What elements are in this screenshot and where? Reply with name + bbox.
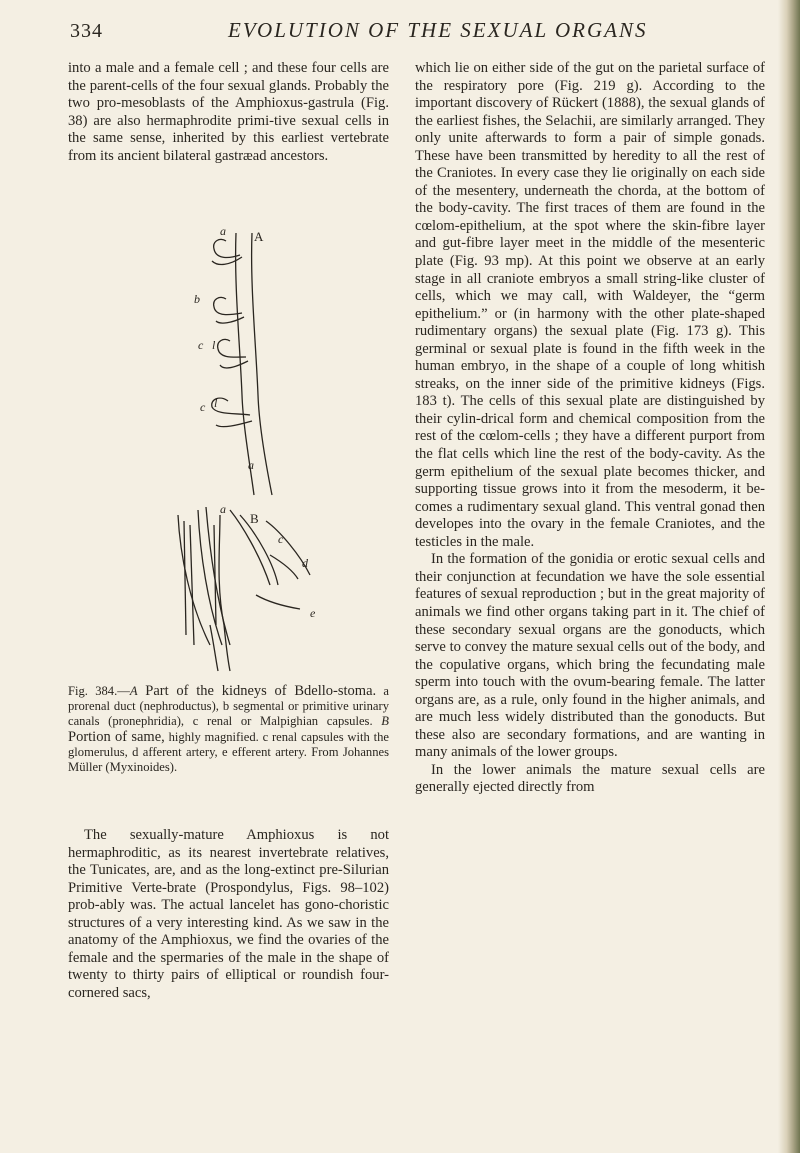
label-b: b bbox=[194, 292, 200, 306]
caption-part-b-text: highly magnified. c renal capsules with the glomerulus, d afferent artery, e efferent artery. From Johannes Müller (Myxinoides). bbox=[68, 729, 389, 775]
label-a: a bbox=[220, 225, 226, 238]
page-header bbox=[0, 18, 800, 48]
panel-b-label: B bbox=[250, 511, 259, 526]
panel-a-label: A bbox=[254, 229, 264, 244]
label-a3: a bbox=[220, 502, 226, 516]
page-number: 334 bbox=[70, 20, 103, 42]
label-c2: c bbox=[200, 400, 206, 414]
running-title: EVOLUTION OF THE SEXUAL ORGANS bbox=[228, 18, 648, 42]
caption-part-a-title: Part of the kidneys of Bdello-stoma. bbox=[137, 683, 377, 699]
label-l2: l bbox=[214, 396, 218, 410]
left-column-top bbox=[68, 60, 389, 165]
paragraph-text: The sexually-mature Amphioxus is not hermaphroditic, as its nearest invertebrate relatives, the Tunicates, are, and as the long-extinct pre-Silurian Primitive Verte-brate (Prospondylus, Figs. 98–102) prob-ably was. The actual lancelet has gono-choristic structures of a very interesting kind. As we saw in the anatomy of the Amphioxus, we find the ovaries of the female and the spermaries of the male in the shape of twenty to thirty pairs of elliptical or roundish four-cornered sacs, bbox=[68, 827, 389, 1001]
caption-part-a-letter: A bbox=[129, 684, 138, 698]
label-c: c bbox=[198, 338, 204, 352]
kidney-illustration bbox=[170, 225, 340, 673]
label-a2: a bbox=[248, 458, 254, 472]
left-column-bottom bbox=[68, 827, 389, 1002]
paragraph-text: which lie on either side of the gut on the parietal surface of the respiratory pore (Fig. 219 g). According to the important discovery of Rückert (1888), the sexual glands of the earliest fishes, the Selachii, are similarly arranged. They only unite afterwards to form a pair of simple gonads. These have been transmitted by heredity to all the rest of the Craniotes. In every case they lie originally on each side of the mesentery, underneath the chorda, at the bottom of the body-cavity. The first traces of them are found in the cœlom-epithelium, at the spot where the skin-fibre layer and gut-fibre layer meet in the middle of the mesenteric plate (Fig. 93 mp). At this point we observe at an early stage in all craniote embryos a small string-like cluster of cells, which we may call, with Waldeyer, the “germ epithelium.” or (in harmony with the other plate-shaped rudimentary organs) the sexual plate (Fig. 173 g). This germinal or sexual plate is found in the fifth week in the human embryo, in the shape of a couple of long whitish streaks, on the inner side of the primitive kidneys (Figs. 183 t). The cells of this sexual plate are distinguished by their cylin-drical form and chemical composition from the rest of the cœlom-cells ; they have a different purport from the flat cells which line the rest of the body-cavity. As the germ epithelium of the sexual plate becomes thicker, and supporting tissue grows into it from the mesoderm, it be-comes a rudimentary sexual gland. This ventral gonad then developes into the ovary in the female Craniotes, and the testicles in the male. bbox=[415, 60, 765, 550]
page-edge-shadow bbox=[778, 0, 800, 1153]
label-l: l bbox=[212, 338, 216, 352]
label-d: d bbox=[302, 556, 308, 570]
caption-part-a-text: a prorenal duct (nephroductus), b segmental or primitive urinary canals (pronephridia), c renal or Malpighian capsules. bbox=[68, 684, 389, 729]
label-e: e bbox=[310, 606, 316, 620]
paragraph-text: In the formation of the gonidia or erotic sexual cells and their conjunction at fecundation we have the sole essential features of sexual reproduction ; but in the great majority of animals we find other organs taking part in it. The chief of these secondary sexual organs are the gonoducts, which serve to convey the mature sexual cells out of the body, and the copulative organs, which bring the fecundating male sperm into touch with the ovum-bearing female. The latter organs are, as a rule, only found in the higher animals, and are much less widely distributed than the gonoducts. But these also are secondary formations, and are wanting in many animals of the lower groups. bbox=[415, 551, 765, 761]
caption-part-b-letter: B bbox=[381, 714, 389, 729]
label-c3: c bbox=[278, 532, 284, 546]
paragraph-text: into a male and a female cell ; and these four cells are the parent-cells of the four sexual glands. Probably the two pro-mesoblasts of the Amphioxus-gastrula (Fig. 38) are also hermaphrodite primi-tive sexual cells in the same sense, inherited by this earliest vertebrate from its ancient bilateral gastræad ancestors. bbox=[68, 60, 389, 164]
caption-part-b-title: Portion of same, bbox=[68, 728, 165, 745]
paragraph-text: In the lower animals the mature sexual cells are generally ejected directly from bbox=[415, 761, 765, 796]
right-column bbox=[415, 60, 765, 797]
figure-caption bbox=[68, 684, 389, 775]
caption-fig-label: Fig. 384.— bbox=[68, 684, 130, 698]
kidney-figure bbox=[170, 225, 340, 673]
